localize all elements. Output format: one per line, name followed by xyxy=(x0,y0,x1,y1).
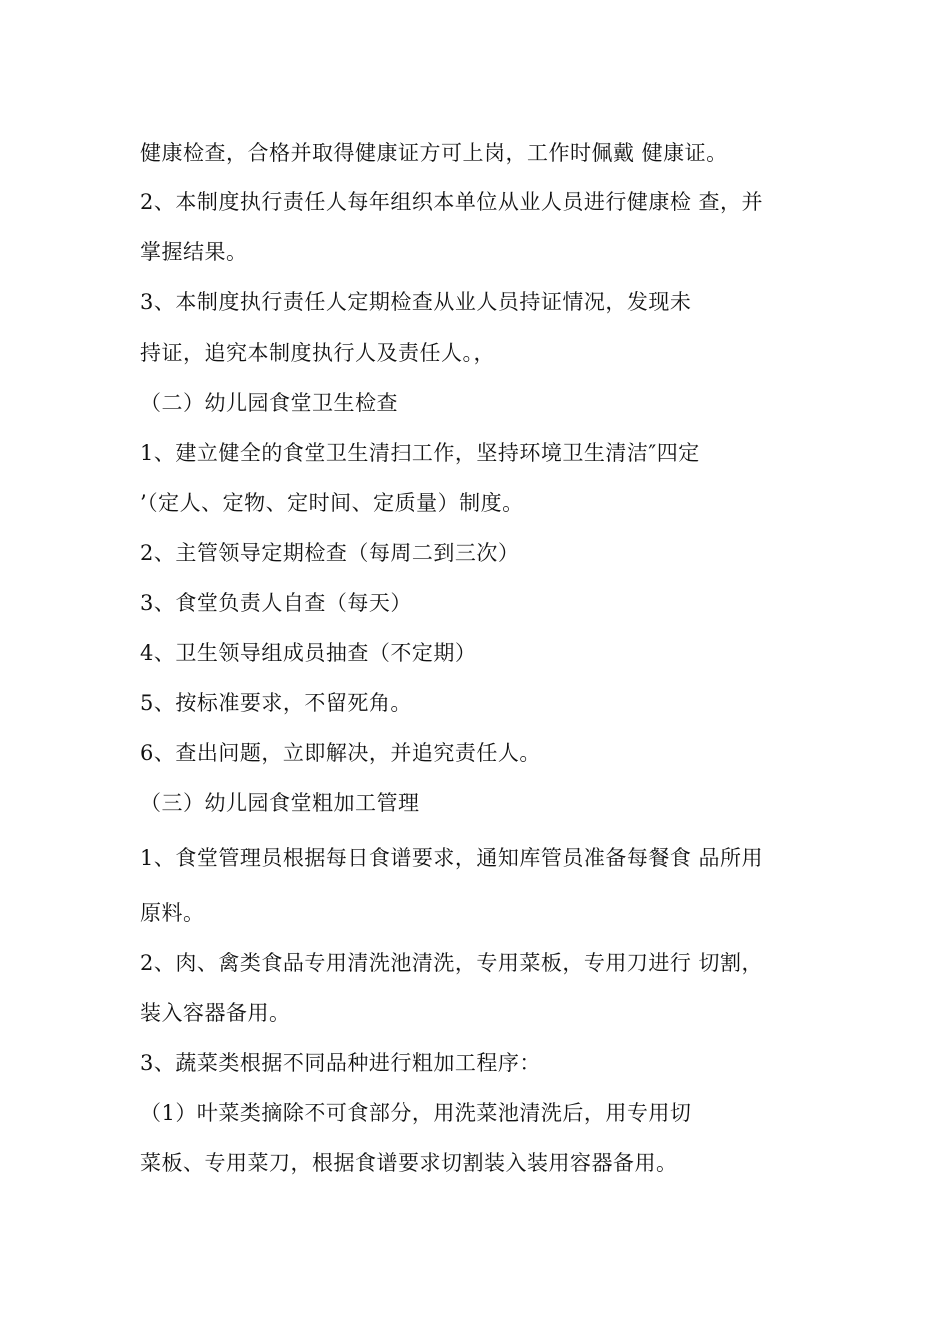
text-line: 6、查出问题，立即解决，并追究责任人。 xyxy=(140,741,541,765)
text-line: 健康检查，合格并取得健康证方可上岗，工作时佩戴 健康证。 xyxy=(140,141,728,165)
text-line: 菜板、专用菜刀，根据食谱要求切割装入装用容器备用。 xyxy=(140,1151,678,1175)
text-line: 掌握结果。 xyxy=(140,240,248,264)
text-line: 持证，追究本制度执行人及责任人。， xyxy=(140,341,495,365)
text-line: 2、主管领导定期检查（每周二到三次） xyxy=(140,541,520,565)
text-line: 3、本制度执行责任人定期检查从业人员持证情况，发现未 xyxy=(140,290,692,314)
text-line: 装入容器备用。 xyxy=(140,1001,291,1025)
section-heading: （三）幼儿园食堂粗加工管理 xyxy=(140,791,420,815)
text-line: 2、肉、禽类食品专用清洗池清洗，专用菜板，专用刀进行 切割， xyxy=(140,951,764,975)
text-line: 1、食堂管理员根据每日食谱要求，通知库管员准备每餐食 品所用 xyxy=(140,846,764,870)
text-line: 5、按标准要求，不留死角。 xyxy=(140,691,412,715)
text-line: 原料。 xyxy=(140,901,205,925)
text-line: ’（定人、定物、定时间、定质量）制度。 xyxy=(140,491,524,515)
section-heading: （二）幼儿园食堂卫生检查 xyxy=(140,391,398,415)
text-line: 2、本制度执行责任人每年组织本单位从业人员进行健康检 查，并 xyxy=(140,190,764,214)
text-line: 1、建立健全的食堂卫生清扫工作，坚持环境卫生清洁″四定 xyxy=(140,441,700,465)
text-line: （1）叶菜类摘除不可食部分，用洗菜池清洗后，用专用切 xyxy=(140,1101,692,1125)
text-line: 4、卫生领导组成员抽查（不定期） xyxy=(140,641,477,665)
text-line: 3、食堂负责人自查（每天） xyxy=(140,591,412,615)
text-line: 3、蔬菜类根据不同品种进行粗加工程序： xyxy=(140,1051,541,1075)
